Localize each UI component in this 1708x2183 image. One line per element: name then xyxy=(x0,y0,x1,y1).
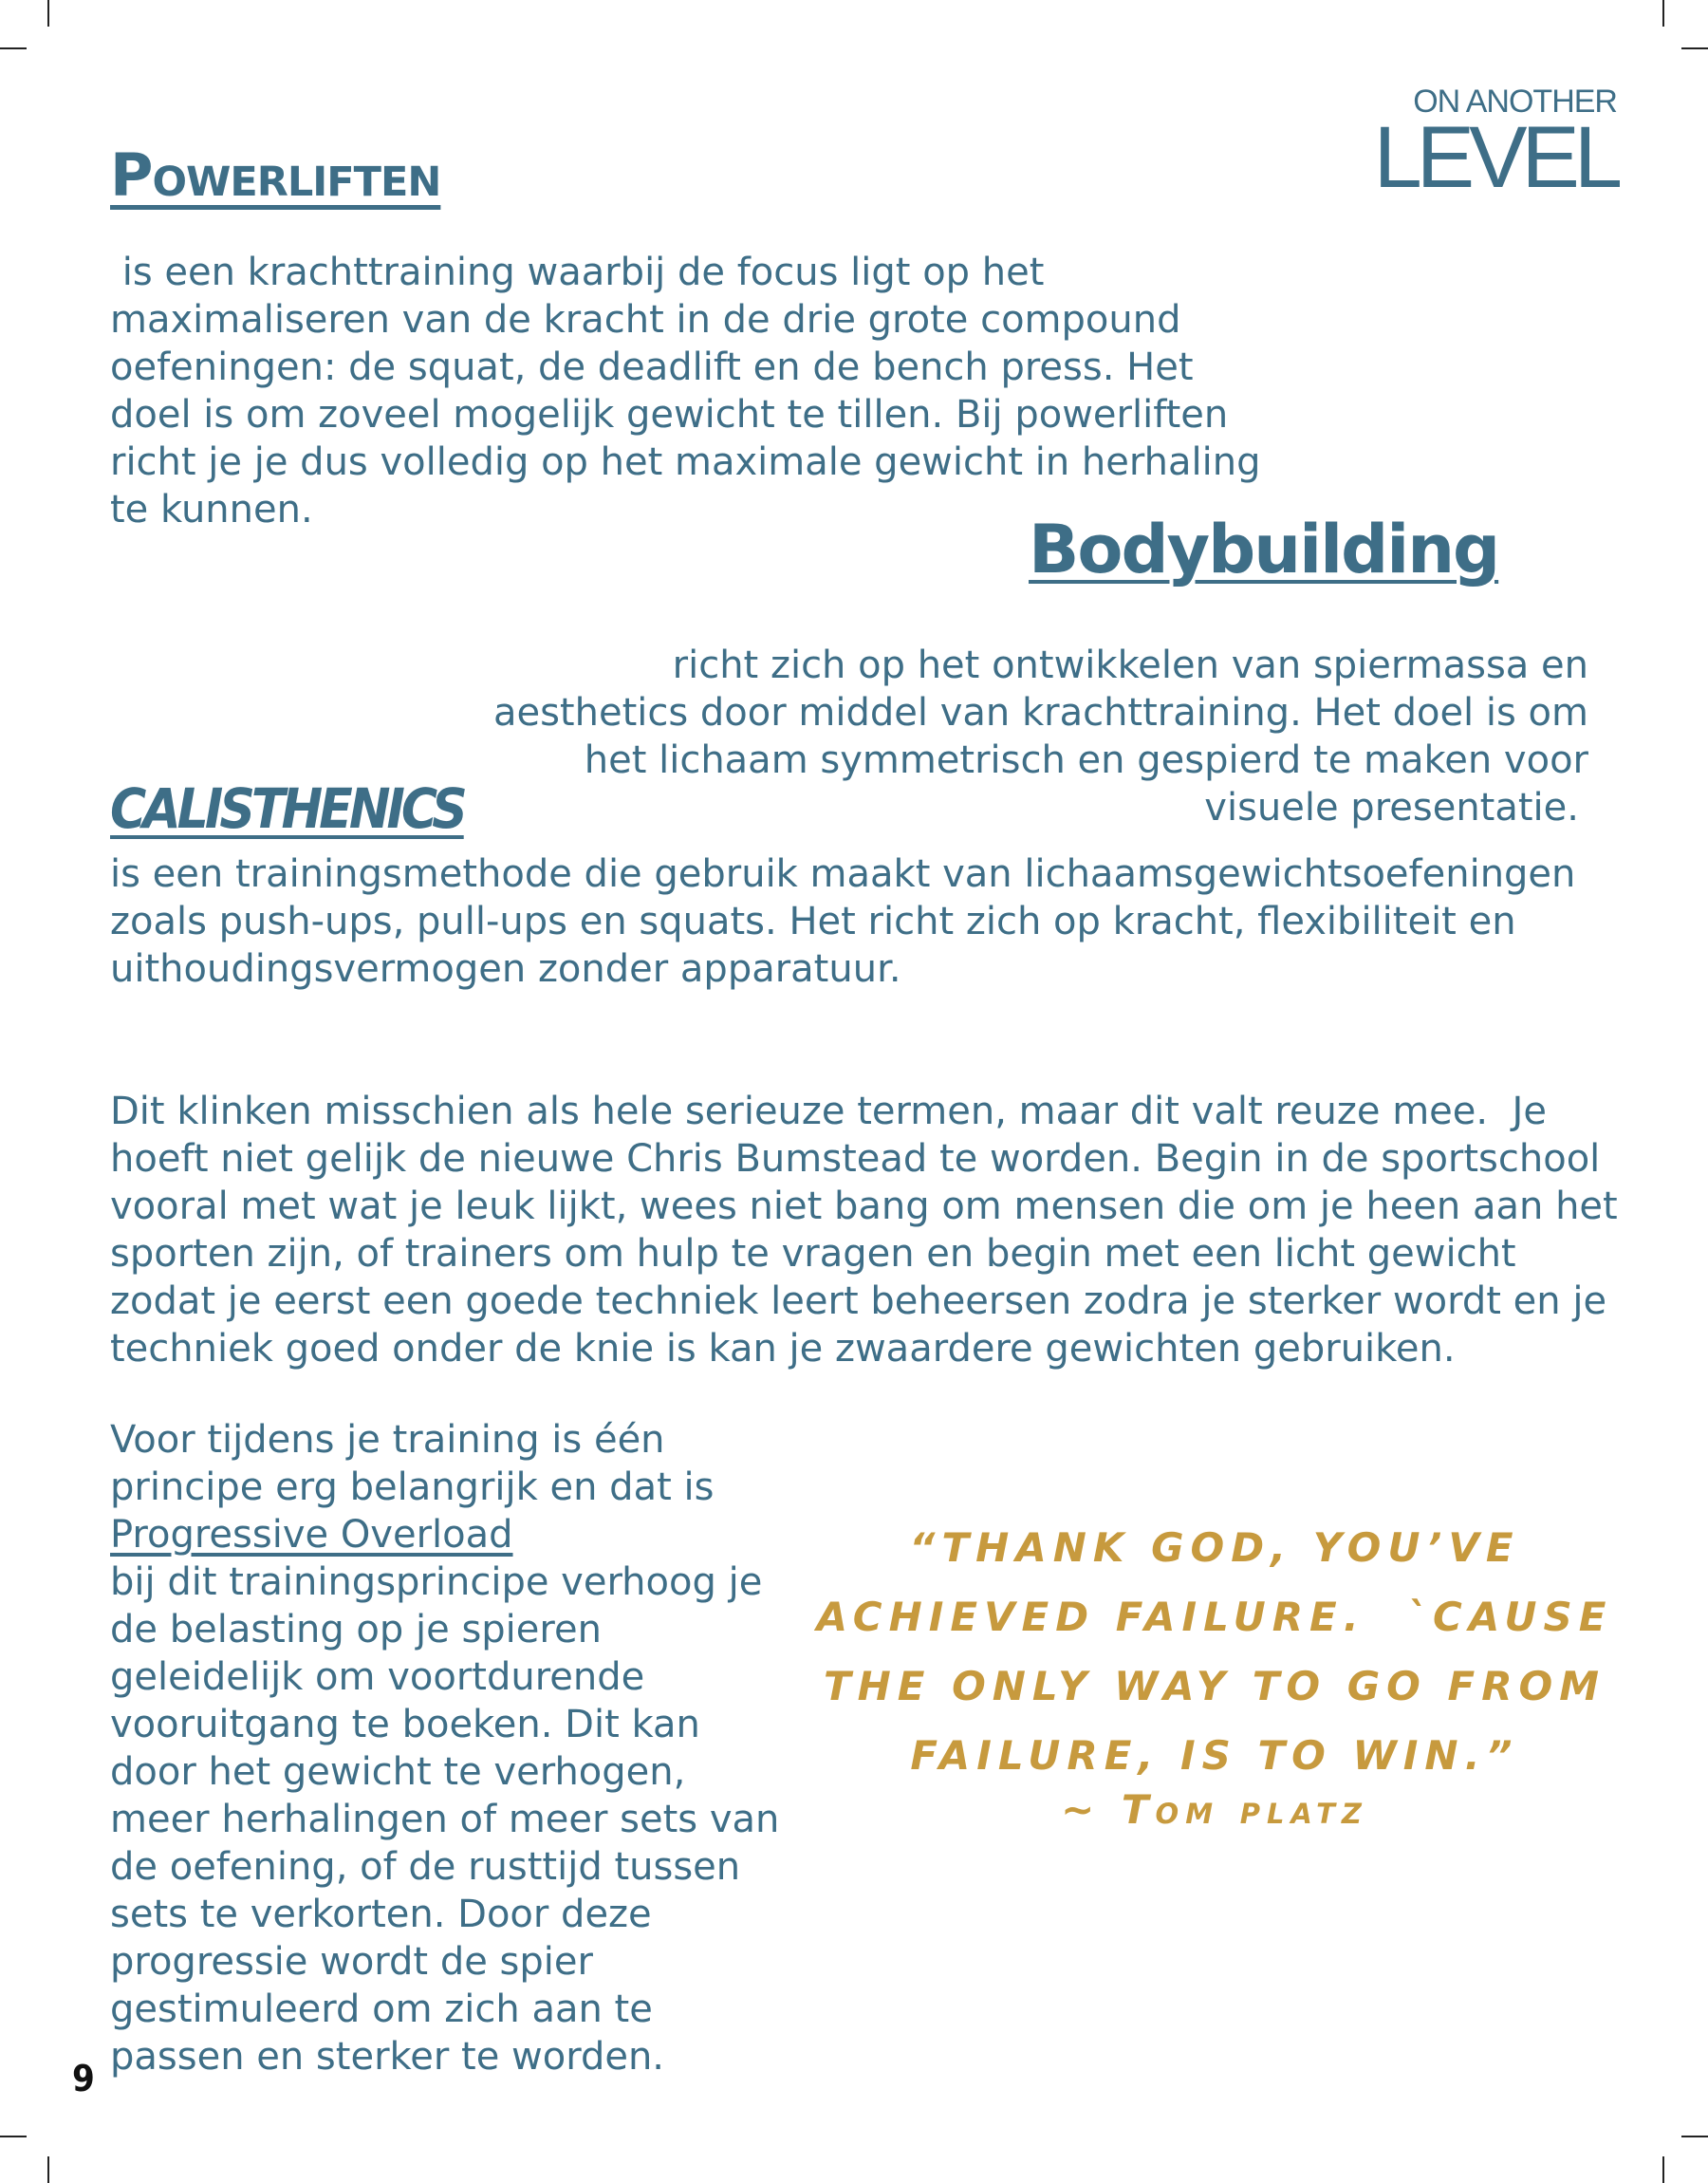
paragraph-calisthenics: is een trainingsmethode die gebruik maakt van lichaamsgewichtsoefeningen zoals push-ups, pull-ups en squats. Het richt zich op kracht, flexibiliteit en uithoudingsvermogen zonder apparatuur. xyxy=(110,852,1576,991)
heading-calisthenics: CALISTHENICS xyxy=(110,776,464,841)
paragraph-intro: Dit klinken misschien als hele serieuze termen, maar dit valt reuze mee. Je hoeft niet gelijk de nieuwe Chris Bumstead te worden. Begin in de sportschool vooral met wat je leuk lijkt, wees niet bang om mensen die om je heen aan het sporten zijn, of trainers om hulp te vragen en begin met een licht gewicht zodat je eerst een goede techniek leert beheersen zodra je sterker wordt en je techniek goed onder de knie is kan je zwaardere gewichten gebruiken. xyxy=(110,1090,1630,1371)
brand-main: LEVEL xyxy=(1373,109,1617,206)
bodybuilding-line: aesthetics door middel van krachttraining. Het doel is om xyxy=(492,691,1588,735)
paragraph-powerliften: is een krachttraining waarbij de focus ligt op het maximaliseren van de kracht in de drie grote compound oefeningen: de squat, de deadlift en de bench press. Het doel is om zoveel mogelijk gewicht te tillen. Bij powerliften richt je je dus volledig op het maximale gewicht in herhaling te kunnen. xyxy=(110,251,1273,532)
brand-top: ON ANOTHER xyxy=(1413,84,1617,120)
progressive-lead: Voor tijdens je training is één principe erg belangrijk en dat is xyxy=(110,1418,715,1509)
quote-line: THE ONLY WAY TO GO FROM xyxy=(823,1663,1606,1709)
bodybuilding-line: richt zich op het ontwikkelen van spiermassa en xyxy=(672,644,1588,687)
crop-mark xyxy=(47,2156,49,2183)
heading-bodybuilding: Bodybuilding xyxy=(1029,511,1499,588)
bodybuilding-line: visuele presentatie. xyxy=(1204,786,1579,830)
quote-line: “THANK GOD, YOU’VE xyxy=(909,1524,1520,1571)
crop-mark xyxy=(1681,2136,1708,2137)
heading-powerliften: Powerliften xyxy=(110,140,441,210)
paragraph-bodybuilding xyxy=(355,642,1588,831)
crop-mark xyxy=(47,0,49,27)
page-number: 9 xyxy=(72,2058,95,2099)
quote-line: ACHIEVED FAILURE. `CAUSE xyxy=(816,1594,1613,1640)
pull-quote xyxy=(816,1513,1613,1790)
crop-mark xyxy=(1681,47,1708,49)
crop-mark xyxy=(0,47,27,49)
quote-author: ~ Tom platz xyxy=(1061,1786,1368,1833)
bodybuilding-line: het lichaam symmetrisch en gespierd te maken voor xyxy=(584,738,1588,782)
progressive-overload-link[interactable]: Progressive Overload xyxy=(110,1513,513,1557)
quote-line: FAILURE, IS TO WIN.” xyxy=(910,1732,1519,1779)
crop-mark xyxy=(0,2136,27,2137)
brand-logo xyxy=(1373,84,1617,206)
crop-mark xyxy=(1662,0,1664,27)
crop-mark xyxy=(1662,2156,1664,2183)
paragraph-progressive-overload xyxy=(110,1416,793,2080)
progressive-text: bij dit trainingsprincipe verhoog je de belasting op je spieren geleidelijk om voortdurende vooruitgang te boeken. Dit kan door het gewicht te verhogen, meer herhalingen of meer sets van de oefening, of de rusttijd tussen sets te verkorten. Door deze progressie wordt de spier gestimuleerd om zich aan te passen en sterker te worden. xyxy=(110,1560,780,2079)
